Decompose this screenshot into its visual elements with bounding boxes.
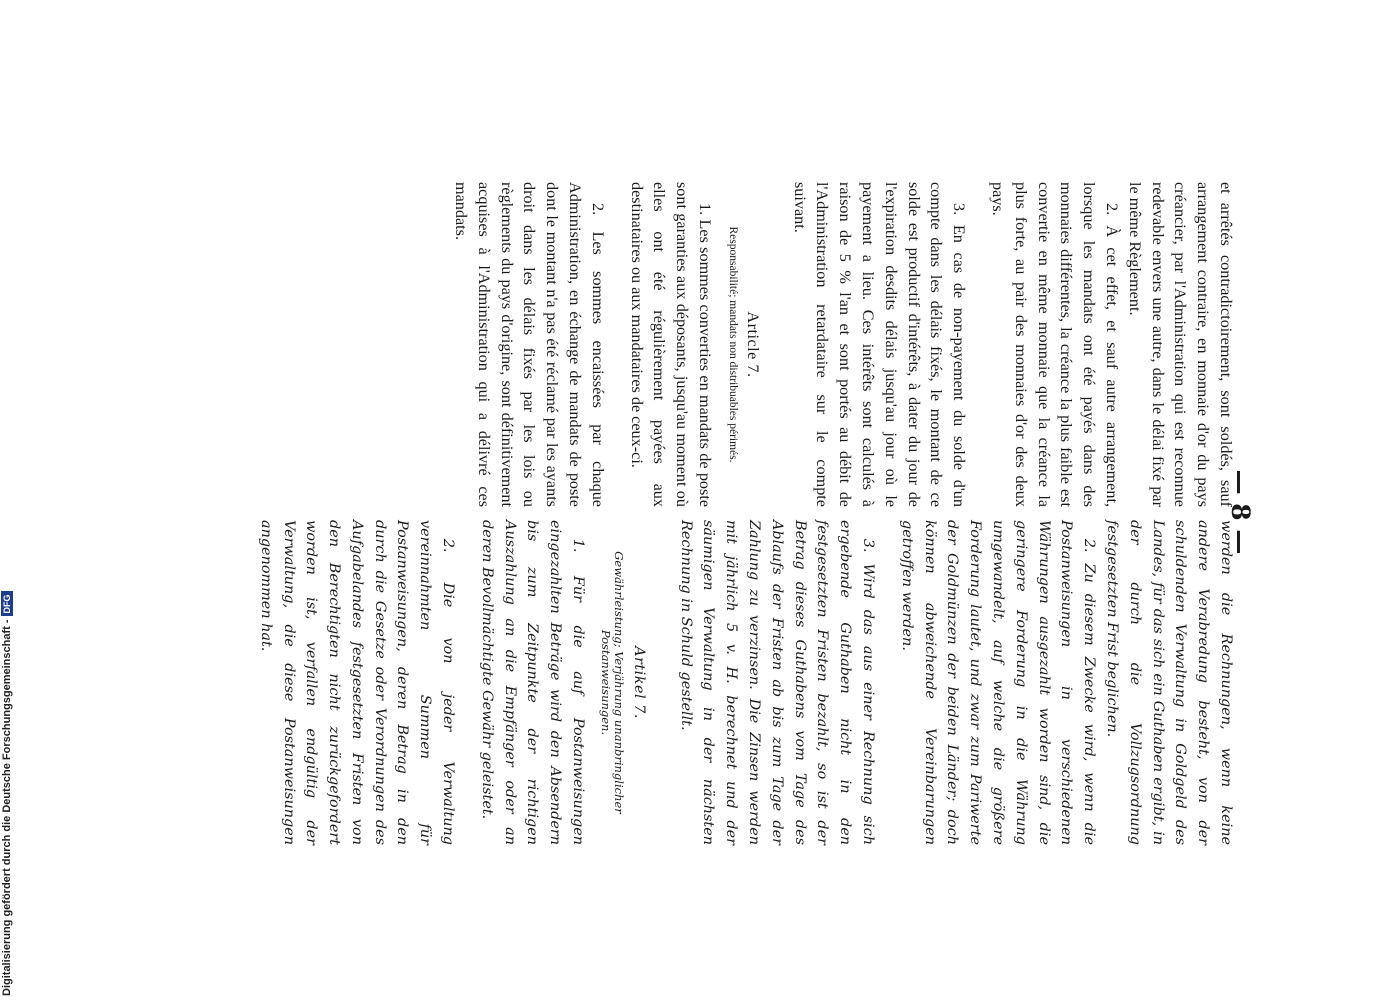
- german-column: [254, 520, 1237, 845]
- fr-article-paragraph-1: 1. Les sommes converties en mandats de poste sont garanties aux déposants, jusqu'au moment où elles ont été régulièrement payées aux destinataires ou aux mandataires de ceux-ci.: [627, 182, 715, 507]
- fr-paragraph-3: 3. En cas de non-payement du solde d'un compte dans les délais fixés, le montant de ce solde est productif d'intérêts, à dater du jour de l'expiration desdits délais jusqu'au jour où le payement a lieu. Ces intérêts sont calculés à raison de 5 % l'an et sont portés au débit de l'Administration retardataire sur le compte suivant.: [790, 182, 969, 507]
- de-paragraph-continued: werden die Rechnungen, wenn keine andere Verabredung besteht, von der schuldenden Verwaltung in Goldgeld des Landes, für das sich ein Guthaben ergibt, in der durch die Vollzugsordnung festgesetzten Frist beglichen.: [1104, 520, 1234, 845]
- fr-paragraph-continued: et arrêtés contradictoirement, sont soldés, sauf arrangement contraire, en monnaie d'or du pays créancier, par l'Administration qui est reconnue redevable envers une autre, dans le délai fixé par le même Règlement.: [1125, 182, 1235, 507]
- digitization-note: [1, 591, 13, 996]
- fr-article-subheading: Responsabilité; mandats non distribuables périmés.: [727, 226, 740, 463]
- de-paragraph-2: 2. Zu diesem Zwecke wird, wenn die Postanweisungen in verschiedenen Währungen ausgezahlt worden sind, die geringere Forderung in die Währung umgewandelt, auf welche die größere Forderung lautet, und zwar zum Pariwerte der Goldmünzen der beiden Länder; doch können abweichende Vereinbarungen getroffen werden.: [898, 520, 1098, 845]
- fr-article-heading: Article 7.: [743, 311, 762, 378]
- de-article-paragraph-2: 2. Die von jeder Verwaltung vereinnahmten Summen für Postanweisungen, deren Betrag in den durch die Gesetze oder Verordnungen des Aufgabelandes festgesetzten Fristen von den Berechtigten nicht zurückgefordert worden ist, verfallen endgültig der Verwaltung, die diese Postanweisungen angenommen hat.: [257, 520, 457, 845]
- de-paragraph-3: 3. Wird das aus einer Rechnung sich ergebende Guthaben nicht in den festgesetzten Fristen bezahlt, so ist der Betrag dieses Guthabens vom Tage des Ablaufs der Fristen ab bis zum Tage der Zahlung zu verzinsen. Die Zinsen werden mit jährlich 5 v. H. berechnet und der säumigen Verwaltung in der nächsten Rechnung in Schuld gestellt.: [677, 520, 877, 845]
- de-article-paragraph-1: 1. Für die auf Postanweisungen eingezahlten Beträge wird den Absendern bis zum Zeitpunkte der richtigen Auszahlung an die Empfänger oder an deren Bevollmächtigte Gewähr geleistet.: [478, 520, 587, 845]
- de-article-heading: Artikel 7.: [630, 646, 647, 719]
- dfg-logo: DFG: [1, 591, 13, 616]
- digitization-text: Digitalisierung gefördert durch die Deutsche Forschungsgemeinschaft -: [1, 619, 13, 996]
- fr-article-paragraph-2: 2. Les sommes encaissées par chaque Administration, en échange de mandats de poste dont le montant n'a pas été réclamé par les ayants droit dans les délais fixés par les lois ou règlements du pays d'origine, sont définitivement acquises à l'Administration qui a délivré ces mandats.: [452, 182, 607, 507]
- page-number: — 8 —: [1226, 469, 1255, 555]
- french-column: [449, 182, 1237, 507]
- de-article-subheading: Gewährleistung; Verjährung unanbringlicher Postanweisungen.: [599, 551, 627, 814]
- rotated-content: [135, 182, 1255, 845]
- fr-paragraph-2: 2. À cet effet, et sauf autre arrangement, lorsque les mandats ont été payés dans des monnaies différentes, la créance la plus faible est convertie en même monnaie que la créance la plus forte, au pair des monnaies d'or des deux pays.: [989, 182, 1122, 507]
